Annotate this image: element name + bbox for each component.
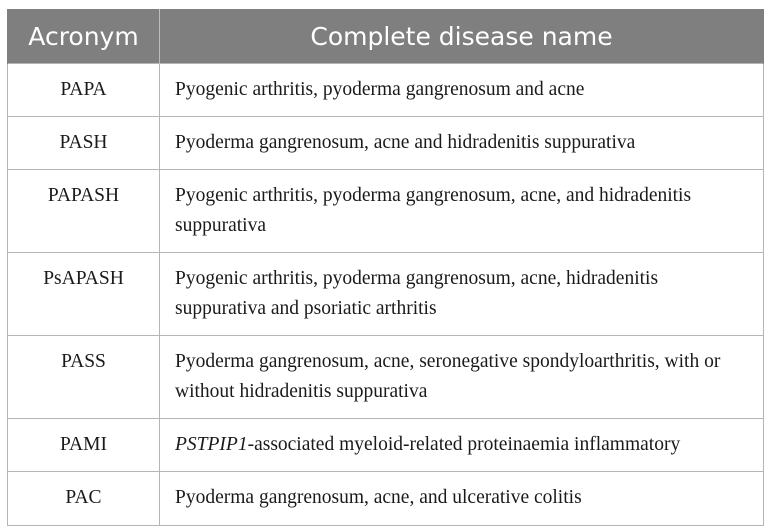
gene-name: PSTPIP1 <box>175 434 248 455</box>
disease-name-cell: Pyogenic arthritis, pyoderma gangrenosum, acne, hidradenitis suppurativa and psoriatic arthritis <box>160 253 764 336</box>
acronym-cell: PASS <box>8 336 160 419</box>
table-row <box>8 170 764 253</box>
disease-name-cell: Pyoderma gangrenosum, acne and hidradenitis suppurativa <box>160 117 764 170</box>
acronym-cell: PAPASH <box>8 170 160 253</box>
table-row <box>8 117 764 170</box>
disease-name-cell: Pyoderma gangrenosum, acne, seronegative spondyloarthritis, with or without hidradenitis suppurativa <box>160 336 764 419</box>
table-header <box>8 9 764 64</box>
disease-name-cell: Pyogenic arthritis, pyoderma gangrenosum and acne <box>160 64 764 117</box>
acronym-cell: PAC <box>8 472 160 526</box>
table-row <box>8 472 764 526</box>
header-acronym: Acronym <box>8 9 160 64</box>
acronym-cell: PsAPASH <box>8 253 160 336</box>
disease-name-cell <box>160 419 764 472</box>
header-row <box>8 9 764 64</box>
table-row <box>8 253 764 336</box>
table-body <box>8 64 764 526</box>
disease-acronym-table <box>7 9 764 526</box>
acronym-cell: PASH <box>8 117 160 170</box>
header-complete-disease-name: Complete disease name <box>160 9 764 64</box>
disease-name-cell: Pyoderma gangrenosum, acne, and ulcerative colitis <box>160 472 764 526</box>
table-row <box>8 419 764 472</box>
acronym-cell: PAPA <box>8 64 160 117</box>
table-row <box>8 64 764 117</box>
table-row <box>8 336 764 419</box>
disease-name-text: -associated myeloid-related proteinaemia inflammatory <box>247 434 681 455</box>
acronym-cell: PAMI <box>8 419 160 472</box>
disease-name-cell: Pyogenic arthritis, pyoderma gangrenosum, acne, and hidradenitis suppurativa <box>160 170 764 253</box>
